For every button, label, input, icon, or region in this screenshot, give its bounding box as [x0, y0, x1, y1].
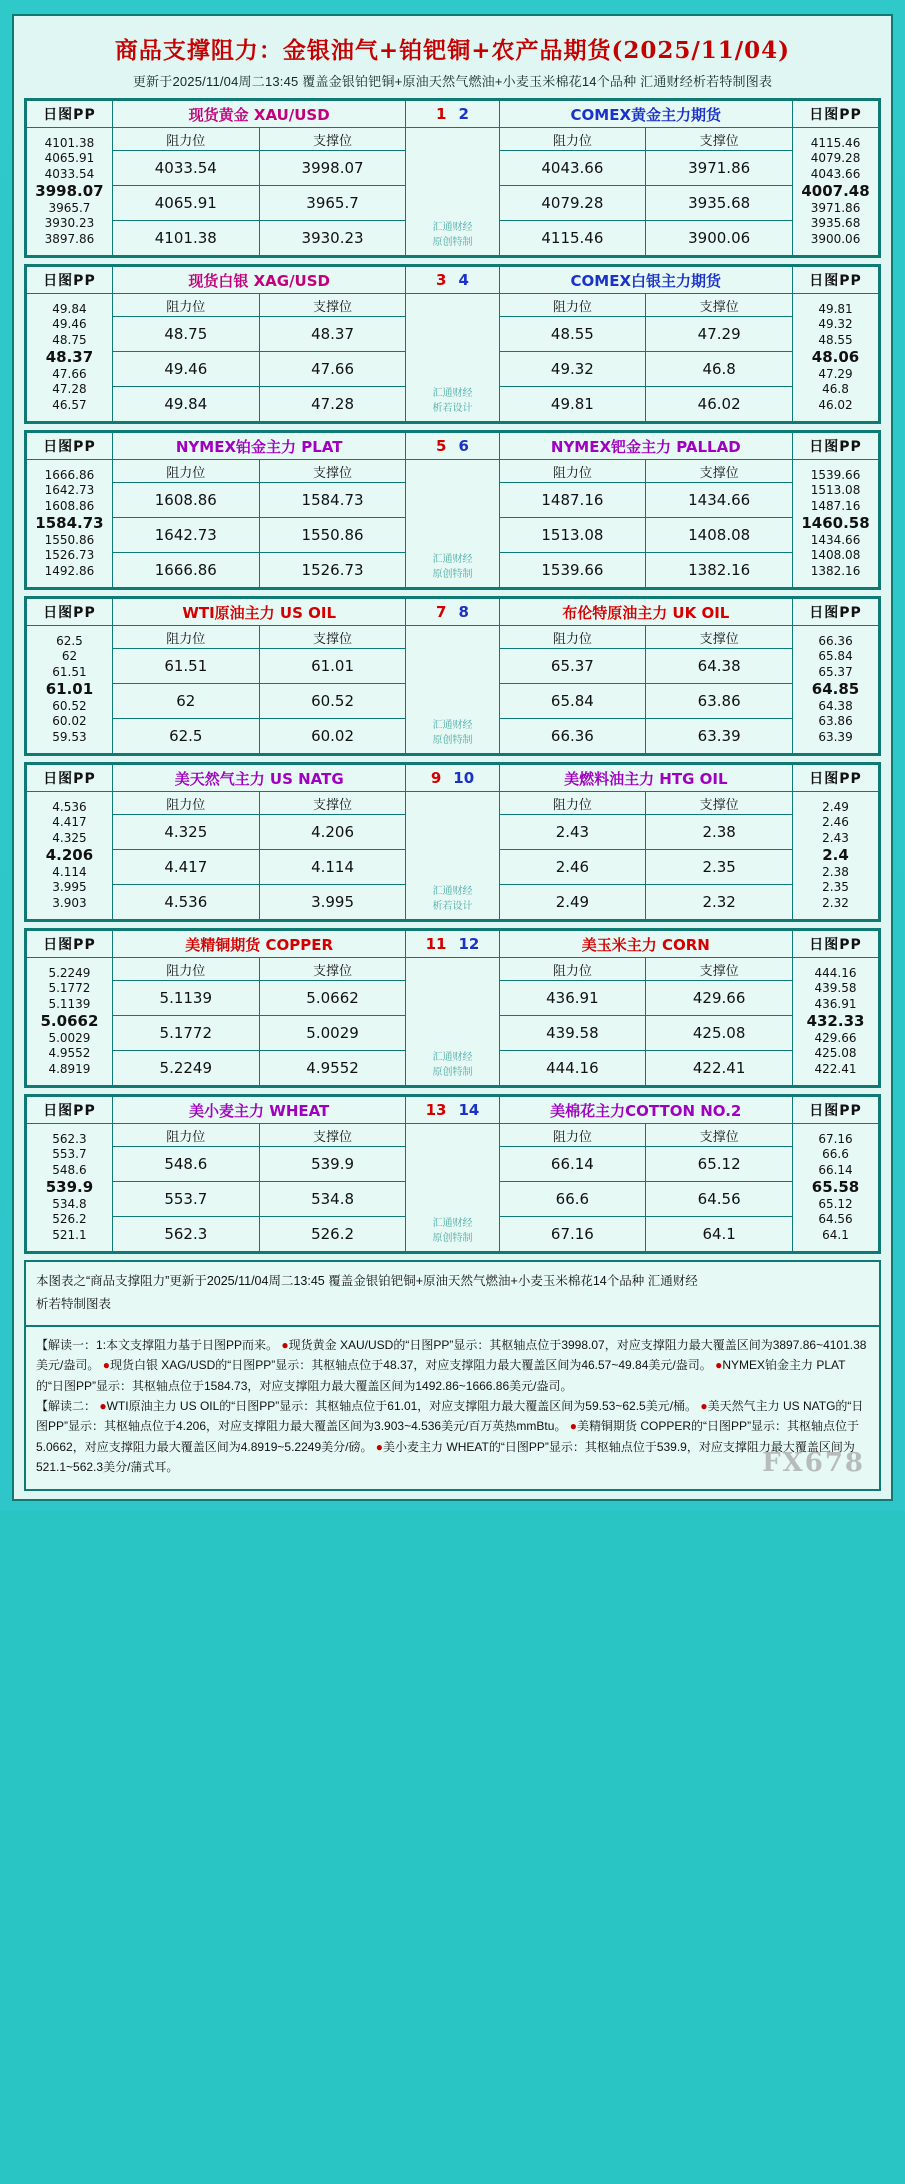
- support-value-left: 4.206: [259, 815, 406, 850]
- support-value-right: 3900.06: [646, 221, 793, 256]
- block-index: [406, 599, 499, 626]
- support-value-left: 539.9: [259, 1147, 406, 1182]
- notes-section: [24, 1327, 881, 1492]
- center-watermark: 汇通财经 析若设计: [406, 792, 499, 920]
- pp-label-left: 日图PP: [27, 101, 113, 128]
- pp-label-right: 日图PP: [793, 101, 879, 128]
- pp-label-left: 日图PP: [27, 599, 113, 626]
- col-header-support-left: 支撑位: [259, 626, 406, 649]
- resistance-value-right: 2.43: [499, 815, 646, 850]
- note-1-item-2: NYMEX铂金主力 PLAT的“日图PP”显示：其枢轴点位于1584.73，对应支撑阻力最大覆盖区间为1492.86~1666.86美元/盎司。: [36, 1358, 846, 1393]
- pp-ladder-right: 444.16 439.58 436.91 432.33 429.66 425.08 422.41: [793, 958, 879, 1086]
- pp-label-right: 日图PP: [793, 433, 879, 460]
- resistance-value-left: 4033.54: [112, 151, 259, 186]
- col-header-support-left: 支撑位: [259, 792, 406, 815]
- instrument-block: [24, 264, 881, 424]
- resistance-value-left: 548.6: [112, 1147, 259, 1182]
- resistance-value-right: 4079.28: [499, 186, 646, 221]
- col-header-support-right: 支撑位: [646, 128, 793, 151]
- resistance-value-right: 49.81: [499, 387, 646, 422]
- pp-ladder-left: 4.536 4.417 4.325 4.206 4.114 3.995 3.903: [27, 792, 113, 920]
- support-value-left: 60.52: [259, 684, 406, 719]
- pp-ladder-right: 4115.46 4079.28 4043.66 4007.48 3971.86 3935.68 3900.06: [793, 128, 879, 256]
- support-value-left: 4.9552: [259, 1051, 406, 1086]
- resistance-value-right: 1539.66: [499, 553, 646, 588]
- support-value-right: 3971.86: [646, 151, 793, 186]
- resistance-value-right: 4115.46: [499, 221, 646, 256]
- resistance-value-right: 439.58: [499, 1016, 646, 1051]
- bullet-icon: ●: [569, 1419, 578, 1434]
- instrument-name-left: 现货黄金 XAU/USD: [112, 101, 406, 128]
- support-value-right: 46.8: [646, 352, 793, 387]
- bullet-icon: ●: [715, 1358, 723, 1373]
- instrument-name-right: COMEX黄金主力期货: [499, 101, 793, 128]
- support-value-left: 60.02: [259, 719, 406, 754]
- pp-ladder-left: 562.3 553.7 548.6 539.9 534.8 526.2 521.1: [27, 1124, 113, 1252]
- fx-watermark: FX678: [762, 1448, 865, 1479]
- bullet-icon: ●: [700, 1398, 708, 1413]
- resistance-value-right: 66.36: [499, 719, 646, 754]
- support-value-left: 3998.07: [259, 151, 406, 186]
- col-header-resistance-right: 阻力位: [499, 626, 646, 649]
- center-watermark: 汇通财经 原创特制: [406, 128, 499, 256]
- support-value-left: 3965.7: [259, 186, 406, 221]
- pp-ladder-right: 49.81 49.32 48.55 48.06 47.29 46.8 46.02: [793, 294, 879, 422]
- col-header-support-left: 支撑位: [259, 958, 406, 981]
- support-value-right: 3935.68: [646, 186, 793, 221]
- pp-ladder-right: 2.49 2.46 2.43 2.4 2.38 2.35 2.32: [793, 792, 879, 920]
- col-header-resistance-right: 阻力位: [499, 128, 646, 151]
- bullet-icon: ●: [281, 1337, 289, 1352]
- block-index-right: 6: [458, 436, 469, 455]
- block-index: [406, 267, 499, 294]
- instrument-block: [24, 596, 881, 756]
- footer-line-2: 析若特制图表: [36, 1297, 112, 1312]
- block-index-right: 12: [458, 934, 480, 953]
- instrument-name-left: 美小麦主力 WHEAT: [112, 1097, 406, 1124]
- support-value-right: 1382.16: [646, 553, 793, 588]
- pp-label-left: 日图PP: [27, 1097, 113, 1124]
- resistance-value-right: 49.32: [499, 352, 646, 387]
- instrument-name-right: 美燃料油主力 HTG OIL: [499, 765, 793, 792]
- support-value-right: 429.66: [646, 981, 793, 1016]
- page-subtitle: 更新于2025/11/04周二13:45 覆盖金银铂钯铜+原油天然气燃油+小麦玉米棉花14个品种 汇通财经析若特制图表: [132, 74, 773, 89]
- block-index: [406, 931, 499, 958]
- pp-label-right: 日图PP: [793, 765, 879, 792]
- instrument-block: [24, 762, 881, 922]
- resistance-value-left: 4.417: [112, 850, 259, 885]
- support-value-right: 2.38: [646, 815, 793, 850]
- note-2-head: 【解读二：: [36, 1398, 97, 1413]
- footer-note: [24, 1260, 881, 1327]
- bullet-icon: ●: [99, 1398, 107, 1413]
- col-header-support-left: 支撑位: [259, 128, 406, 151]
- col-header-support-right: 支撑位: [646, 626, 793, 649]
- resistance-value-right: 66.6: [499, 1182, 646, 1217]
- instrument-name-right: COMEX白银主力期货: [499, 267, 793, 294]
- resistance-value-right: 2.46: [499, 850, 646, 885]
- report-sheet: [12, 14, 893, 1501]
- block-index: [406, 765, 499, 792]
- resistance-value-left: 4.536: [112, 885, 259, 920]
- support-value-right: 1408.08: [646, 518, 793, 553]
- block-index-right: 8: [458, 602, 469, 621]
- page-title: 商品支撑阻力：金银油气+铂钯铜+农产品期货(2025/11/04): [114, 37, 791, 64]
- support-value-right: 46.02: [646, 387, 793, 422]
- pp-ladder-left: 49.84 49.46 48.75 48.37 47.66 47.28 46.57: [27, 294, 113, 422]
- note-2: [36, 1396, 869, 1478]
- resistance-value-left: 62: [112, 684, 259, 719]
- pp-ladder-right: 66.36 65.84 65.37 64.85 64.38 63.86 63.39: [793, 626, 879, 754]
- center-watermark: 汇通财经 原创特制: [406, 626, 499, 754]
- col-header-resistance-right: 阻力位: [499, 792, 646, 815]
- center-watermark: 汇通财经 原创特制: [406, 1124, 499, 1252]
- resistance-value-left: 5.1772: [112, 1016, 259, 1051]
- col-header-resistance-left: 阻力位: [112, 626, 259, 649]
- resistance-value-right: 66.14: [499, 1147, 646, 1182]
- support-value-right: 64.56: [646, 1182, 793, 1217]
- support-value-right: 64.38: [646, 649, 793, 684]
- resistance-value-right: 65.84: [499, 684, 646, 719]
- resistance-value-right: 436.91: [499, 981, 646, 1016]
- resistance-value-left: 62.5: [112, 719, 259, 754]
- resistance-value-right: 4043.66: [499, 151, 646, 186]
- col-header-resistance-left: 阻力位: [112, 460, 259, 483]
- note-2-item-0: WTI原油主力 US OIL的“日图PP”显示：其枢轴点位于61.01，对应支撑阻力最大覆盖区间为59.53~62.5美元/桶。: [106, 1398, 698, 1413]
- support-value-right: 2.35: [646, 850, 793, 885]
- support-value-left: 1526.73: [259, 553, 406, 588]
- block-index-right: 14: [458, 1100, 480, 1119]
- resistance-value-left: 48.75: [112, 317, 259, 352]
- resistance-value-left: 1666.86: [112, 553, 259, 588]
- block-index: [406, 433, 499, 460]
- center-watermark: 汇通财经 原创特制: [406, 958, 499, 1086]
- pp-label-right: 日图PP: [793, 1097, 879, 1124]
- note-1-item-1: 现货白银 XAG/USD的“日图PP”显示：其枢轴点位于48.37，对应支撑阻力最大覆盖区间为46.57~49.84美元/盎司。: [109, 1358, 712, 1373]
- support-value-right: 2.32: [646, 885, 793, 920]
- resistance-value-left: 61.51: [112, 649, 259, 684]
- resistance-value-left: 1608.86: [112, 483, 259, 518]
- center-watermark: 汇通财经 原创特制: [406, 460, 499, 588]
- note-2-item-3: 美小麦主力 WHEAT的“日图PP”显示：其枢轴点位于539.9，对应支撑阻力最大覆盖区间为521.1~562.3美分/蒲式耳。: [36, 1439, 855, 1475]
- pp-label-right: 日图PP: [793, 931, 879, 958]
- resistance-value-left: 49.46: [112, 352, 259, 387]
- resistance-value-right: 1513.08: [499, 518, 646, 553]
- col-header-resistance-left: 阻力位: [112, 294, 259, 317]
- instrument-block: [24, 1094, 881, 1254]
- col-header-support-right: 支撑位: [646, 294, 793, 317]
- col-header-support-right: 支撑位: [646, 460, 793, 483]
- instrument-name-right: 美棉花主力COTTON NO.2: [499, 1097, 793, 1124]
- note-1: [36, 1335, 869, 1396]
- support-value-right: 47.29: [646, 317, 793, 352]
- resistance-value-left: 5.1139: [112, 981, 259, 1016]
- instrument-name-left: NYMEX铂金主力 PLAT: [112, 433, 406, 460]
- support-value-right: 1434.66: [646, 483, 793, 518]
- instrument-block: [24, 430, 881, 590]
- instrument-block: [24, 928, 881, 1088]
- col-header-support-right: 支撑位: [646, 958, 793, 981]
- resistance-value-left: 5.2249: [112, 1051, 259, 1086]
- resistance-value-left: 553.7: [112, 1182, 259, 1217]
- col-header-resistance-left: 阻力位: [112, 792, 259, 815]
- support-value-left: 1584.73: [259, 483, 406, 518]
- pp-ladder-right: 1539.66 1513.08 1487.16 1460.58 1434.66 1408.08 1382.16: [793, 460, 879, 588]
- resistance-value-left: 562.3: [112, 1217, 259, 1252]
- pp-label-left: 日图PP: [27, 931, 113, 958]
- pp-label-left: 日图PP: [27, 765, 113, 792]
- support-value-right: 63.86: [646, 684, 793, 719]
- block-index-left: 13: [425, 1100, 447, 1119]
- block-index: [406, 101, 499, 128]
- resistance-value-left: 4065.91: [112, 186, 259, 221]
- resistance-value-right: 48.55: [499, 317, 646, 352]
- block-index-left: 1: [436, 104, 447, 123]
- col-header-support-right: 支撑位: [646, 792, 793, 815]
- support-value-right: 65.12: [646, 1147, 793, 1182]
- block-index-right: 10: [453, 768, 475, 787]
- support-value-left: 526.2: [259, 1217, 406, 1252]
- support-value-left: 47.28: [259, 387, 406, 422]
- resistance-value-right: 67.16: [499, 1217, 646, 1252]
- col-header-resistance-right: 阻力位: [499, 460, 646, 483]
- pp-ladder-left: 1666.86 1642.73 1608.86 1584.73 1550.86 1526.73 1492.86: [27, 460, 113, 588]
- bullet-icon: ●: [375, 1439, 384, 1454]
- block-index-left: 3: [436, 270, 447, 289]
- support-value-left: 47.66: [259, 352, 406, 387]
- block-index-left: 7: [436, 602, 447, 621]
- pp-ladder-left: 5.2249 5.1772 5.1139 5.0662 5.0029 4.9552 4.8919: [27, 958, 113, 1086]
- instrument-name-left: 美精铜期货 COPPER: [112, 931, 406, 958]
- instrument-name-right: 布伦特原油主力 UK OIL: [499, 599, 793, 626]
- block-index-right: 4: [458, 270, 469, 289]
- bullet-icon: ●: [102, 1358, 110, 1373]
- instrument-name-left: 现货白银 XAG/USD: [112, 267, 406, 294]
- resistance-value-left: 4101.38: [112, 221, 259, 256]
- blocks-container: [24, 98, 881, 1254]
- support-value-right: 425.08: [646, 1016, 793, 1051]
- center-watermark: 汇通财经 析若设计: [406, 294, 499, 422]
- resistance-value-left: 49.84: [112, 387, 259, 422]
- col-header-resistance-left: 阻力位: [112, 128, 259, 151]
- footer-line-1: 本图表之“商品支撑阻力”更新于2025/11/04周二13:45 覆盖金银铂钯铜+原油天然气燃油+小麦玉米棉花14个品种 汇通财经: [36, 1274, 698, 1288]
- support-value-left: 3.995: [259, 885, 406, 920]
- block-index-left: 5: [436, 436, 447, 455]
- pp-label-right: 日图PP: [793, 599, 879, 626]
- support-value-left: 3930.23: [259, 221, 406, 256]
- note-1-body: 1:本文支撑阻力基于日图PP而来。: [96, 1337, 279, 1352]
- col-header-resistance-left: 阻力位: [112, 1124, 259, 1147]
- pp-label-left: 日图PP: [27, 433, 113, 460]
- resistance-value-right: 444.16: [499, 1051, 646, 1086]
- note-1-head: 【解读一：: [36, 1337, 97, 1352]
- support-value-left: 5.0662: [259, 981, 406, 1016]
- support-value-left: 5.0029: [259, 1016, 406, 1051]
- support-value-right: 64.1: [646, 1217, 793, 1252]
- resistance-value-right: 2.49: [499, 885, 646, 920]
- support-value-left: 534.8: [259, 1182, 406, 1217]
- col-header-support-left: 支撑位: [259, 460, 406, 483]
- support-value-left: 1550.86: [259, 518, 406, 553]
- block-index-right: 2: [458, 104, 469, 123]
- note-2-item-2: 美精铜期货 COPPER的“日图PP”显示：其枢轴点位于5.0662，对应支撑阻力最大覆盖区间为4.8919~5.2249美分/磅。: [36, 1419, 860, 1454]
- col-header-resistance-right: 阻力位: [499, 1124, 646, 1147]
- block-index-left: 11: [425, 934, 447, 953]
- pp-ladder-left: 4101.38 4065.91 4033.54 3998.07 3965.7 3930.23 3897.86: [27, 128, 113, 256]
- support-value-left: 4.114: [259, 850, 406, 885]
- pp-label-left: 日图PP: [27, 267, 113, 294]
- note-1-item-0: 现货黄金 XAU/USD的“日图PP”显示：其枢轴点位于3998.07，对应支撑阻力最大覆盖区间为3897.86~4101.38美元/盎司。: [36, 1337, 867, 1373]
- resistance-value-left: 4.325: [112, 815, 259, 850]
- instrument-name-left: WTI原油主力 US OIL: [112, 599, 406, 626]
- support-value-right: 63.39: [646, 719, 793, 754]
- instrument-name-left: 美天然气主力 US NATG: [112, 765, 406, 792]
- col-header-support-left: 支撑位: [259, 1124, 406, 1147]
- pp-ladder-right: 67.16 66.6 66.14 65.58 65.12 64.56 64.1: [793, 1124, 879, 1252]
- note-2-item-1: 美天然气主力 US NATG的“日图PP”显示：其枢轴点位于4.206，对应支撑阻力最大覆盖区间为3.903~4.536美元/百万英热mmBtu。: [36, 1398, 864, 1434]
- resistance-value-right: 65.37: [499, 649, 646, 684]
- resistance-value-right: 1487.16: [499, 483, 646, 518]
- support-value-right: 422.41: [646, 1051, 793, 1086]
- col-header-support-right: 支撑位: [646, 1124, 793, 1147]
- col-header-resistance-right: 阻力位: [499, 294, 646, 317]
- support-value-left: 61.01: [259, 649, 406, 684]
- block-index: [406, 1097, 499, 1124]
- block-index-left: 9: [430, 768, 442, 787]
- instrument-name-right: NYMEX钯金主力 PALLAD: [499, 433, 793, 460]
- instrument-block: [24, 98, 881, 258]
- col-header-support-left: 支撑位: [259, 294, 406, 317]
- pp-ladder-left: 62.5 62 61.51 61.01 60.52 60.02 59.53: [27, 626, 113, 754]
- col-header-resistance-left: 阻力位: [112, 958, 259, 981]
- instrument-name-right: 美玉米主力 CORN: [499, 931, 793, 958]
- support-value-left: 48.37: [259, 317, 406, 352]
- resistance-value-left: 1642.73: [112, 518, 259, 553]
- col-header-resistance-right: 阻力位: [499, 958, 646, 981]
- pp-label-right: 日图PP: [793, 267, 879, 294]
